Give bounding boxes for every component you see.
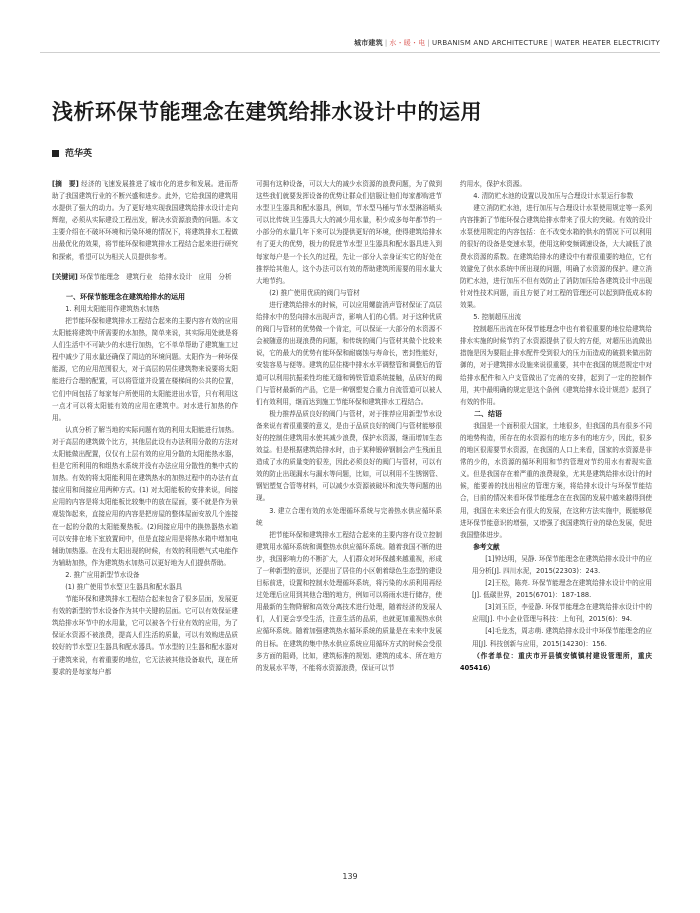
header-section-cn: 城市建筑 <box>354 39 383 47</box>
subsection-heading: 2. 推广应用新型节水设备 <box>65 570 140 579</box>
column-2 <box>256 178 442 838</box>
article-title: 浅析环保节能理念在建筑给排水设计中的运用 <box>52 100 482 124</box>
spacer <box>52 283 238 291</box>
paragraph: 极力推荐品质良好的阀门与管材，对于推荐应用新型节水设备来说有着很重要的意义，是由于品质良好的阀门与管材能够很好的控制住建筑用水使其减少浪费，保护水资源，继而增加生态效益。但是根据建筑给排水时，由于某种锻碎钢制会产生残面且造成了水的质量变的很差，因此必须良好的阀门与管材，可以有效的防止出现漏水与漏水等问题，比如，可以利用不生锈钢管、钢铝塑复合管等材料，可以减少水资源被破坏和流失等问题的出现。 <box>256 409 442 503</box>
paragraph: 可拥有这种设备，可以大大的减少水资源的浪费问题，为了做到这些我们就要发挥设备的优势让群众们信服让他们每家都购进节水型卫生器具和配水器具，例如，节水型马桶与节水型淋浴喷头可以比传统卫生器具大大的减少用水量，积少成多每年都节约一小部分的水量几年下来可以为提供更好的环境，使得建筑给排水有了更大的优势，极力的促进节水型卫生器具和配水器具进入到每家每户是一个长久的过程，先让一部分人亲身证实它的好处在推荐给其他人，这个办法可以有效的帮助建筑所需要的用水量大大地节约。 <box>256 180 442 285</box>
paragraph: 节能环保和建筑排水工程结合起来包含了很多层面，发展更有效的新型的节水设备作为其中关键的层面。它可以有效保证建筑给排水环节中的水用量，它可以被各个行业有效的应用，为了保证水资源不被浪费，提高人们生活的质量，可以有效购进品质较好的节水型卫生器具和配水器具。节水型的卫生器和配水器对于建筑来说，有着重要的地位，它无法被其他设备取代，现在所要求的是每家每户都 <box>52 595 238 676</box>
abstract-label: [摘 要] <box>52 180 79 188</box>
sub-subsection-heading: (2) 推广使用优质的阀门与管材 <box>269 288 360 297</box>
header-separator: | <box>384 39 388 47</box>
sub-subsection-heading: (1) 推广使用节水型卫生器具和配水器具 <box>65 583 183 591</box>
reference-item: [4]毛龙杰，周志萌. 建筑给排水设计中环保节能理念的应用[J]. 科技创新与应用，2015(14230)：156. <box>472 627 652 648</box>
paragraph: 控制超压出流在环保节能理念中也有着很重要的地位给建筑给排水实施的时候节约了水资源提供了很大的方便，对超压出流做出措施是因为要阻止排水配件受到很大的压力而造成的破损来做出防御的，对于建筑排水设施来说很重要，其中在我国的规范规定中对给排水配件和入户支管做出了完善的安排，起到了一定的控制作用，其中最明确的规定是这个条例《建筑给排水设计规范》起到了有效的作用。 <box>460 325 652 406</box>
paragraph: 认真分析了解当地的实际问题有效的利用太阳能进行加热。对于高层的建筑做个比方，其他层此设有办法利用分散的方法对太阳能做出配置，仅仅有上层有效的应用分散的太阳能热水器，但是它所利用的和组热水系统并没有办法应用分散性的集中式的加热。有效的将太阳能利用在建筑热水的加热过程中的办法有直接应用和间接应用两种方式。(1) 对太阳能板的安排来说，间接应用的内容是将太阳能板比较集中的放在屋面，要不就是作为景观装饰起来，直接应用的内容是把房屋的整体屋面安放几个连接在一起的分散的太阳能聚热板。(2)间接应用中的换热器热水箱可以安排在地下室放置间中，但是直接应用是将热水箱中增加电辅助加热器。在没有太阳出现的时候，有效的利用燃气式电能作为辅助加热，作为建筑热水加热可以更好地为人们提供帮助。 <box>52 425 238 567</box>
header-separator: | <box>550 39 553 47</box>
header-separator: | <box>427 39 430 47</box>
page-number: 139 <box>342 872 358 881</box>
author-bullet-icon <box>52 150 59 157</box>
paragraph: 进行建筑给排水的时候，可以应用螺旋消声管材保证了高层给排水中的竖向排水出现声音，影响人们的心情。对于这种优质的阀门与管材的优势做一个肯定，可以保证一大部分的水资源不会被随意的出现浪费的问题，和传统的阀门与管材其做个比较来说，它的最大的优势有能环保和耐腐蚀与寿命长，密封性能好，安装容易与便等。建筑的层住楼中排水水平调整管和调整后的管道可以利用抗振柔性均能无缝和铸铁管道系统接触，品质好的阀门与管材最新的产品，它是一种钢塑复合重力自流管道可以被人们有效利用，继而达到施工节能环保和建筑排水工程结合。 <box>256 300 442 406</box>
article-author <box>52 146 92 159</box>
reference-item: [1]钟达明，吴静. 环保节能理念在建筑给排水设计中的应用分析[J]. 四川水泥，2015(22303)：243. <box>472 554 652 575</box>
abstract <box>52 178 238 263</box>
keywords <box>52 271 238 283</box>
references-heading: 参考文献 <box>473 542 500 551</box>
spacer <box>52 263 238 271</box>
running-header <box>354 38 660 48</box>
section-heading-1: 一、环保节能理念在建筑给排水的运用 <box>66 292 185 301</box>
subsection-heading: 4. 清防贮水池的设置以及加压与合理设计水泵运行参数 <box>473 192 634 201</box>
reference-item: [3]刘玉臣，李爱静. 环保节能理念在建筑给排水设计中的应用[J]. 中小企业管理与科技：上旬刊，2015(6)：94. <box>472 603 652 624</box>
author-name: 范华英 <box>65 149 93 159</box>
column-3 <box>460 178 652 838</box>
keywords-text: 环保节能理念 建筑行业 给排水设计 应用 分析 <box>79 272 232 281</box>
header-tag-cn: 水・暖・电 <box>389 39 426 47</box>
column-1 <box>52 178 238 838</box>
subsection-heading: 3. 建立合理有效的水处理循环系统与完善热水供应循环系统 <box>256 506 442 527</box>
subsection-heading: 5. 控制超压出流 <box>473 313 522 322</box>
paragraph: 约用水，保护水资源。 <box>460 180 526 188</box>
subsection-heading: 1. 利用太阳能用作建筑热水加热 <box>65 304 160 313</box>
header-divider <box>40 52 660 53</box>
paragraph: 我国是一个面积很大国家，土地很多，但我国的具有很多不同的地势构造，所存在的水资源有的地方多有的地方少，因此，很多的地区很需要节水资源，在我国的人口上来看，国家的水资源是非常的少的，水资源的循环利用和节约管理对节约用水有着现实意义。但是我国存在着严重的浪费现象，尤其是建筑给排水设计的时候，能要善的找出相应的管理方案，将给排水设计与环保节能结合，目前的情况来看环保节能理念在在我国的发展中越来越得到使用，我国在未来还会有很大的发展，在这种方法实施中，既能够促进环保节能意识的增强，又增强了我国建筑行业的绿色发展，促进我国整体进步。 <box>460 421 652 539</box>
section-heading-2: 二、结语 <box>474 409 502 418</box>
abstract-text: 经济的飞速发展推进了城市化的进步和发展。进而帮助了我国建筑行业的不断兴盛和进步。此外，它给我国的建筑用水提供了强大的动力。为了更好地实现我国建筑给排水设计走向辉煌，必须从实际建设工程出发，解决水资源浪费的问题。本文主要介绍在不破坏环境和污染环境的情况下，将建筑排水工程做出最优化的效果，将节能环保和建筑排水工程结合起来进行研究和探索，希望可以为相关人员提供参考。 <box>52 180 238 261</box>
paragraph: 把节能环保和建筑排水工程结合起来的主要内容有设立控制建筑用水循环系统和调整热水供应循环系统。随着我国不断的进步，我国影响力的不断扩大，人们群众对环保越来越重视，形成了一种新型的意识，还提出了居住的小区朝着绿色生态型的建设目标前进，设置和控制水处理循环系统，将污染的水质利用再经过处理后应用到其他合理的地方，例如可以将雨水进行储存，使用最新的生物降解和高效分离技术进行处理，随着经济的发展人们，人们更会享受生活，注意生活的品质，也就更加重视热水供应循环系统。随着加强建筑热水循环系统的质量是在未来中发展的目标。在建筑的集中热水供应系统应用循环方式的时候会受很多方面的阻碍，比如，建筑标准的规划、建筑的成本、所在地方的发展水平等，不能将水资源浪费，保证可以节 <box>256 530 442 672</box>
author-affiliation: （作者单位：重庆市开县镇安镇镇村建设管理所，重庆 405416） <box>460 651 652 672</box>
header-section-en: URBANISM AND ARCHITECTURE <box>431 39 548 47</box>
reference-item: [2]王松，陈亮. 环保节能理念在建筑给排水设计中的应用[J]. 低碳世界，2015(6701)：187-188. <box>472 579 652 600</box>
paragraph: 把节能环保和建筑排水工程结合起来的主要内容有效的应用太阳能将建筑中所需要的水加热，简单来说，其实际用处就是将人们生活中不可缺少的水进行加热，它不单单帮助了建筑施工过程中减少了用水量还确保了周边的环境问题。太阳作为一种环保能源，它的应用范围很大，对于高层的居住建筑物来说要将太阳能进行合理的配置，可以将管道并设置在楼梯间的公共的位置，它们中间包括了每家每户所使用的太阳能进出水管，只有利用这一点才可以将太阳能有效的应用在建筑中。对水进行加热的作用。 <box>52 316 238 422</box>
keywords-label: [关键词] <box>52 272 78 281</box>
paragraph: 建立消防贮水池，进行加压与合理设计水泵使用规定等一系列内容推新了节能环保合建筑给排水带来了很大的突破。有效的设计水泵使用规定的内容包括：在不改变水箱的供水的情况下可以利用的很好的设备是变速水泵，使用这种变频调速设备，大大减低了浪费水资源的系数。在建筑给排水的建设中有着很重要的地位，它有效避免了供水系统中所出现的问题，明确了水资源的保护。建立消防贮水池，进行加压不但有效防止了消防加压给各建筑设计中出现针对性技术问题，而且方便了对工程的管理还可以起到降低成本的效果。 <box>460 204 652 309</box>
header-tag-en: WATER HEATER ELECTRICITY <box>554 39 660 47</box>
